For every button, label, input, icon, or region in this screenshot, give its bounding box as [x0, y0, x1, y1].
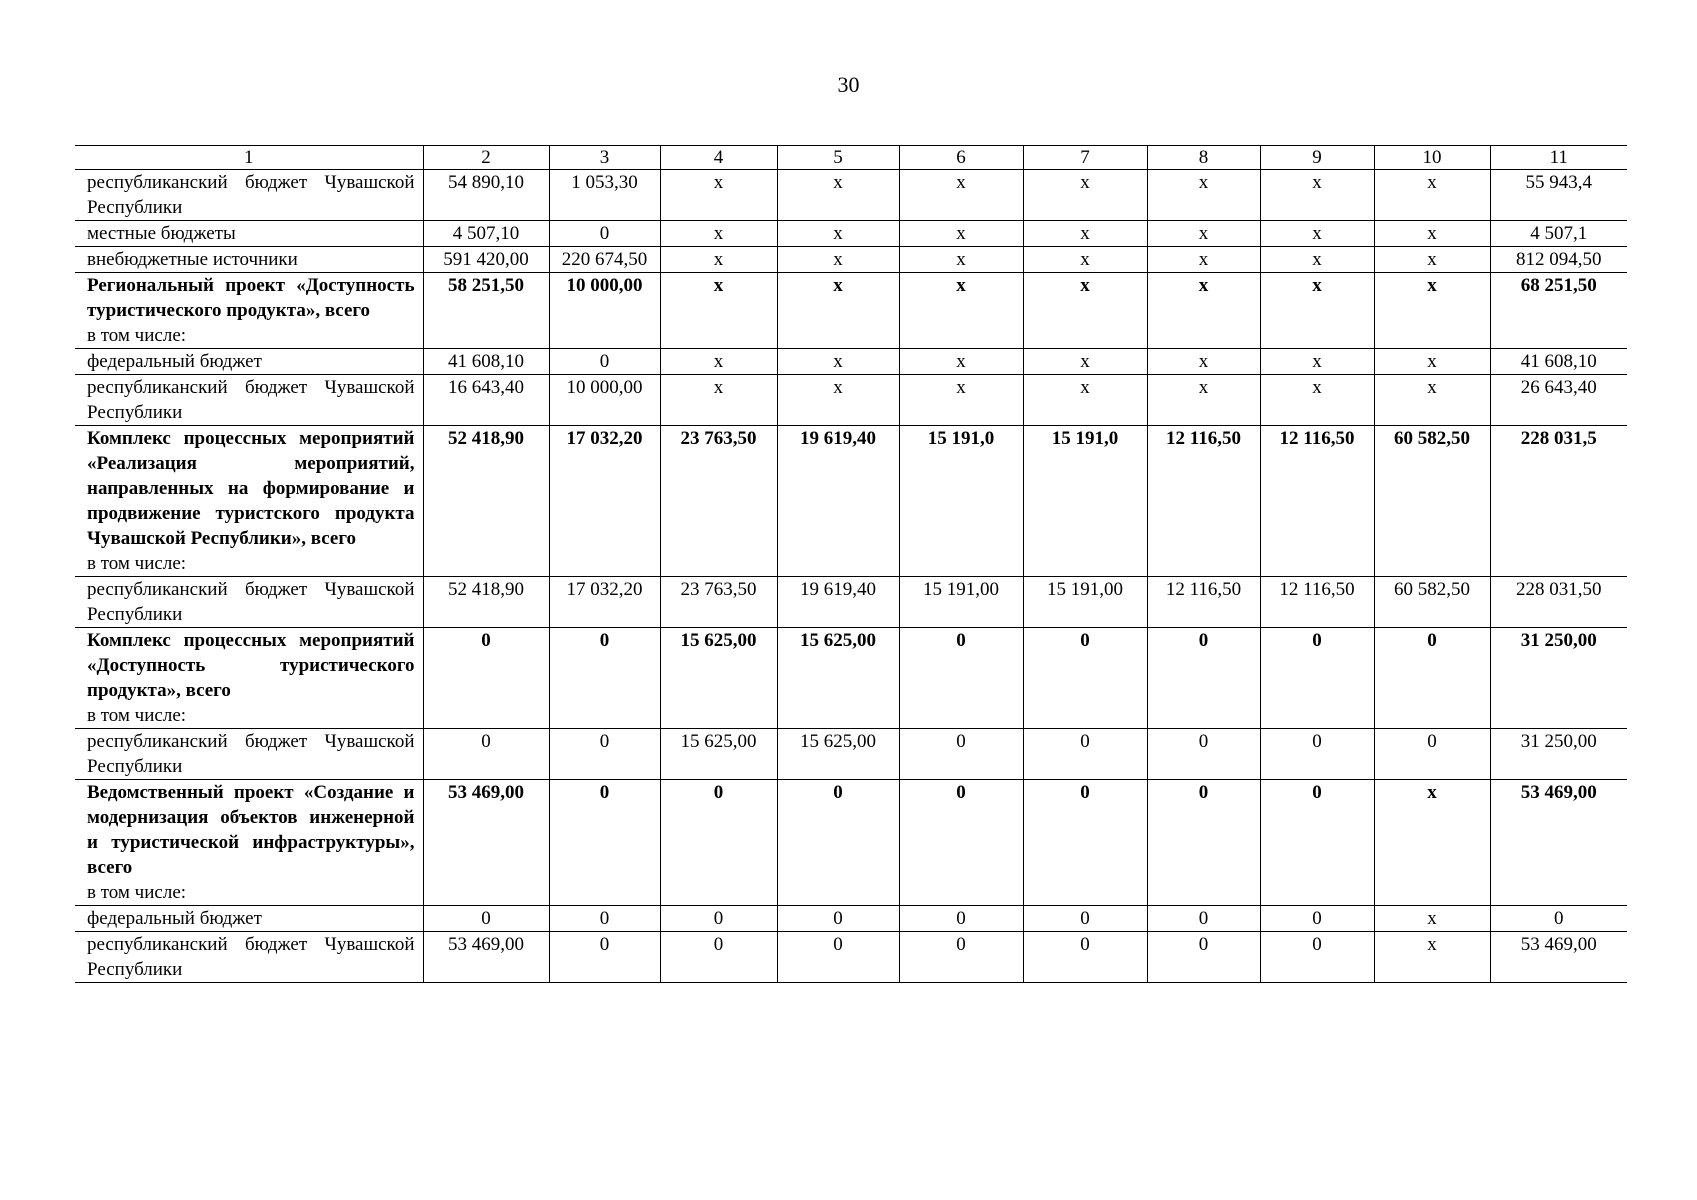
value-cell-col-7: 15 191,00: [1023, 577, 1147, 628]
value-cell-col-9: 0: [1260, 628, 1374, 729]
value-cell-col-7: 0: [1023, 780, 1147, 906]
table-row: [75, 170, 1627, 221]
value-cell-col-8: х: [1147, 375, 1260, 426]
row-sublabel: в том числе:: [87, 882, 187, 903]
value-cell-col-8: х: [1147, 221, 1260, 247]
table-row-section-total: [75, 628, 1627, 729]
value-cell-col-3: 0: [549, 780, 660, 906]
row-label-cell: [75, 932, 423, 983]
value-cell-col-7: х: [1023, 170, 1147, 221]
value-cell-col-3: 10 000,00: [549, 273, 660, 349]
row-label: республиканский бюджет Чувашской Республики: [87, 377, 415, 423]
value-cell-col-2: 52 418,90: [423, 426, 549, 577]
value-cell-col-9: 0: [1260, 729, 1374, 780]
value-cell-col-8: 0: [1147, 628, 1260, 729]
value-cell-col-5: 0: [777, 906, 899, 932]
value-cell-col-3: 17 032,20: [549, 426, 660, 577]
column-header-2: 2: [423, 146, 549, 170]
value-cell-col-3: 220 674,50: [549, 247, 660, 273]
table-row-section-total: [75, 426, 1627, 577]
value-cell-col-7: х: [1023, 375, 1147, 426]
value-cell-col-4: 23 763,50: [660, 426, 777, 577]
value-cell-col-7: 0: [1023, 932, 1147, 983]
value-cell-col-8: 0: [1147, 932, 1260, 983]
value-cell-col-2: 54 890,10: [423, 170, 549, 221]
value-cell-col-4: 0: [660, 906, 777, 932]
value-cell-col-9: х: [1260, 273, 1374, 349]
value-cell-col-11: 55 943,4: [1490, 170, 1627, 221]
row-label-cell: [75, 273, 423, 349]
value-cell-col-10: 0: [1374, 729, 1490, 780]
value-cell-col-4: х: [660, 273, 777, 349]
value-cell-col-8: х: [1147, 247, 1260, 273]
table-body: [75, 170, 1627, 983]
value-cell-col-11: 4 507,1: [1490, 221, 1627, 247]
value-cell-col-11: 0: [1490, 906, 1627, 932]
value-cell-col-10: 60 582,50: [1374, 577, 1490, 628]
row-label: республиканский бюджет Чувашской Республики: [87, 934, 415, 980]
value-cell-col-7: 0: [1023, 729, 1147, 780]
value-cell-col-9: х: [1260, 375, 1374, 426]
value-cell-col-10: х: [1374, 375, 1490, 426]
table-row: [75, 577, 1627, 628]
value-cell-col-11: 53 469,00: [1490, 780, 1627, 906]
row-label-cell: [75, 349, 423, 375]
value-cell-col-6: х: [899, 349, 1023, 375]
value-cell-col-5: 0: [777, 932, 899, 983]
value-cell-col-6: х: [899, 273, 1023, 349]
value-cell-col-6: х: [899, 170, 1023, 221]
value-cell-col-4: 15 625,00: [660, 729, 777, 780]
value-cell-col-10: х: [1374, 221, 1490, 247]
value-cell-col-6: 0: [899, 906, 1023, 932]
value-cell-col-3: 0: [549, 349, 660, 375]
row-label: Комплекс процессных мероприятий «Реализация мероприятий, направленных на формирование и продвижение туристского продукта Чувашской Республики», всего: [87, 428, 415, 549]
value-cell-col-7: х: [1023, 273, 1147, 349]
table-header-row: [75, 146, 1627, 170]
row-label-cell: [75, 247, 423, 273]
value-cell-col-7: х: [1023, 247, 1147, 273]
row-label: Ведомственный проект «Создание и модернизация объектов инженерной и туристической инфраструктуры», всего: [87, 782, 415, 878]
value-cell-col-3: 0: [549, 221, 660, 247]
value-cell-col-5: х: [777, 247, 899, 273]
value-cell-col-7: 0: [1023, 628, 1147, 729]
value-cell-col-11: 26 643,40: [1490, 375, 1627, 426]
value-cell-col-7: х: [1023, 349, 1147, 375]
row-sublabel: в том числе:: [87, 325, 187, 346]
value-cell-col-5: 19 619,40: [777, 577, 899, 628]
row-label-cell: [75, 221, 423, 247]
column-header-5: 5: [777, 146, 899, 170]
budget-table: [75, 145, 1627, 983]
row-label-cell: [75, 577, 423, 628]
table-row: [75, 729, 1627, 780]
row-label-cell: [75, 729, 423, 780]
value-cell-col-5: 15 625,00: [777, 729, 899, 780]
value-cell-col-11: 31 250,00: [1490, 729, 1627, 780]
value-cell-col-2: 0: [423, 729, 549, 780]
value-cell-col-2: 41 608,10: [423, 349, 549, 375]
row-label-cell: [75, 906, 423, 932]
value-cell-col-11: 31 250,00: [1490, 628, 1627, 729]
row-label-cell: [75, 170, 423, 221]
value-cell-col-7: х: [1023, 221, 1147, 247]
row-label-cell: [75, 426, 423, 577]
value-cell-col-10: х: [1374, 780, 1490, 906]
value-cell-col-4: 15 625,00: [660, 628, 777, 729]
value-cell-col-2: 53 469,00: [423, 780, 549, 906]
value-cell-col-8: х: [1147, 349, 1260, 375]
value-cell-col-11: 228 031,50: [1490, 577, 1627, 628]
value-cell-col-8: 12 116,50: [1147, 577, 1260, 628]
row-label-cell: [75, 628, 423, 729]
value-cell-col-10: х: [1374, 932, 1490, 983]
table-row: [75, 247, 1627, 273]
value-cell-col-2: 52 418,90: [423, 577, 549, 628]
value-cell-col-2: 53 469,00: [423, 932, 549, 983]
column-header-3: 3: [549, 146, 660, 170]
table-row: [75, 375, 1627, 426]
row-label: республиканский бюджет Чувашской Республики: [87, 731, 415, 777]
value-cell-col-8: 12 116,50: [1147, 426, 1260, 577]
value-cell-col-9: 12 116,50: [1260, 577, 1374, 628]
value-cell-col-8: х: [1147, 273, 1260, 349]
value-cell-col-8: 0: [1147, 729, 1260, 780]
value-cell-col-5: х: [777, 375, 899, 426]
value-cell-col-3: 10 000,00: [549, 375, 660, 426]
value-cell-col-11: 812 094,50: [1490, 247, 1627, 273]
table-row: [75, 349, 1627, 375]
column-header-8: 8: [1147, 146, 1260, 170]
value-cell-col-10: х: [1374, 170, 1490, 221]
value-cell-col-6: х: [899, 375, 1023, 426]
row-label-cell: [75, 780, 423, 906]
value-cell-col-6: 0: [899, 729, 1023, 780]
column-header-10: 10: [1374, 146, 1490, 170]
value-cell-col-4: х: [660, 170, 777, 221]
value-cell-col-10: х: [1374, 273, 1490, 349]
value-cell-col-9: х: [1260, 170, 1374, 221]
value-cell-col-6: х: [899, 221, 1023, 247]
value-cell-col-3: 17 032,20: [549, 577, 660, 628]
value-cell-col-5: х: [777, 170, 899, 221]
table-row-section-total: [75, 780, 1627, 906]
row-label: местные бюджеты: [87, 223, 236, 244]
value-cell-col-11: 68 251,50: [1490, 273, 1627, 349]
value-cell-col-2: 0: [423, 628, 549, 729]
value-cell-col-4: 0: [660, 780, 777, 906]
column-header-4: 4: [660, 146, 777, 170]
value-cell-col-9: 0: [1260, 780, 1374, 906]
value-cell-col-6: 0: [899, 932, 1023, 983]
value-cell-col-5: 0: [777, 780, 899, 906]
value-cell-col-5: х: [777, 221, 899, 247]
value-cell-col-11: 53 469,00: [1490, 932, 1627, 983]
value-cell-col-6: 0: [899, 628, 1023, 729]
column-header-1: 1: [75, 146, 423, 170]
row-label: республиканский бюджет Чувашской Республики: [87, 172, 415, 218]
value-cell-col-5: 19 619,40: [777, 426, 899, 577]
value-cell-col-8: 0: [1147, 780, 1260, 906]
value-cell-col-10: 0: [1374, 628, 1490, 729]
page-number: 30: [837, 72, 860, 97]
value-cell-col-2: 591 420,00: [423, 247, 549, 273]
value-cell-col-6: 15 191,00: [899, 577, 1023, 628]
value-cell-col-10: 60 582,50: [1374, 426, 1490, 577]
value-cell-col-9: х: [1260, 221, 1374, 247]
column-header-6: 6: [899, 146, 1023, 170]
value-cell-col-6: х: [899, 247, 1023, 273]
value-cell-col-9: х: [1260, 349, 1374, 375]
row-label: федеральный бюджет: [87, 351, 262, 372]
value-cell-col-6: 15 191,0: [899, 426, 1023, 577]
value-cell-col-3: 0: [549, 906, 660, 932]
value-cell-col-3: 0: [549, 729, 660, 780]
value-cell-col-9: 0: [1260, 932, 1374, 983]
value-cell-col-4: х: [660, 349, 777, 375]
value-cell-col-4: х: [660, 247, 777, 273]
value-cell-col-9: 0: [1260, 906, 1374, 932]
value-cell-col-3: 0: [549, 628, 660, 729]
row-sublabel: в том числе:: [87, 553, 187, 574]
column-header-9: 9: [1260, 146, 1374, 170]
column-header-7: 7: [1023, 146, 1147, 170]
value-cell-col-5: х: [777, 349, 899, 375]
row-label: республиканский бюджет Чувашской Республики: [87, 579, 415, 625]
table-row: [75, 221, 1627, 247]
value-cell-col-11: 228 031,5: [1490, 426, 1627, 577]
value-cell-col-2: 0: [423, 906, 549, 932]
value-cell-col-7: 15 191,0: [1023, 426, 1147, 577]
value-cell-col-4: 0: [660, 932, 777, 983]
value-cell-col-4: х: [660, 221, 777, 247]
value-cell-col-8: х: [1147, 170, 1260, 221]
value-cell-col-5: 15 625,00: [777, 628, 899, 729]
value-cell-col-2: 16 643,40: [423, 375, 549, 426]
value-cell-col-3: 1 053,30: [549, 170, 660, 221]
value-cell-col-5: х: [777, 273, 899, 349]
value-cell-col-8: 0: [1147, 906, 1260, 932]
value-cell-col-6: 0: [899, 780, 1023, 906]
value-cell-col-4: 23 763,50: [660, 577, 777, 628]
column-header-11: 11: [1490, 146, 1627, 170]
value-cell-col-10: х: [1374, 349, 1490, 375]
value-cell-col-9: 12 116,50: [1260, 426, 1374, 577]
row-label-cell: [75, 375, 423, 426]
row-label: федеральный бюджет: [87, 908, 262, 929]
table-row: [75, 932, 1627, 983]
row-label: Региональный проект «Доступность туристического продукта», всего: [87, 275, 415, 321]
row-label: внебюджетные источники: [87, 249, 298, 270]
value-cell-col-7: 0: [1023, 906, 1147, 932]
value-cell-col-11: 41 608,10: [1490, 349, 1627, 375]
value-cell-col-10: х: [1374, 247, 1490, 273]
table-row-section-total: [75, 273, 1627, 349]
value-cell-col-4: х: [660, 375, 777, 426]
value-cell-col-10: х: [1374, 906, 1490, 932]
value-cell-col-9: х: [1260, 247, 1374, 273]
table-row: [75, 906, 1627, 932]
value-cell-col-3: 0: [549, 932, 660, 983]
value-cell-col-2: 4 507,10: [423, 221, 549, 247]
row-label: Комплекс процессных мероприятий «Доступность туристического продукта», всего: [87, 630, 415, 701]
row-sublabel: в том числе:: [87, 705, 187, 726]
value-cell-col-2: 58 251,50: [423, 273, 549, 349]
